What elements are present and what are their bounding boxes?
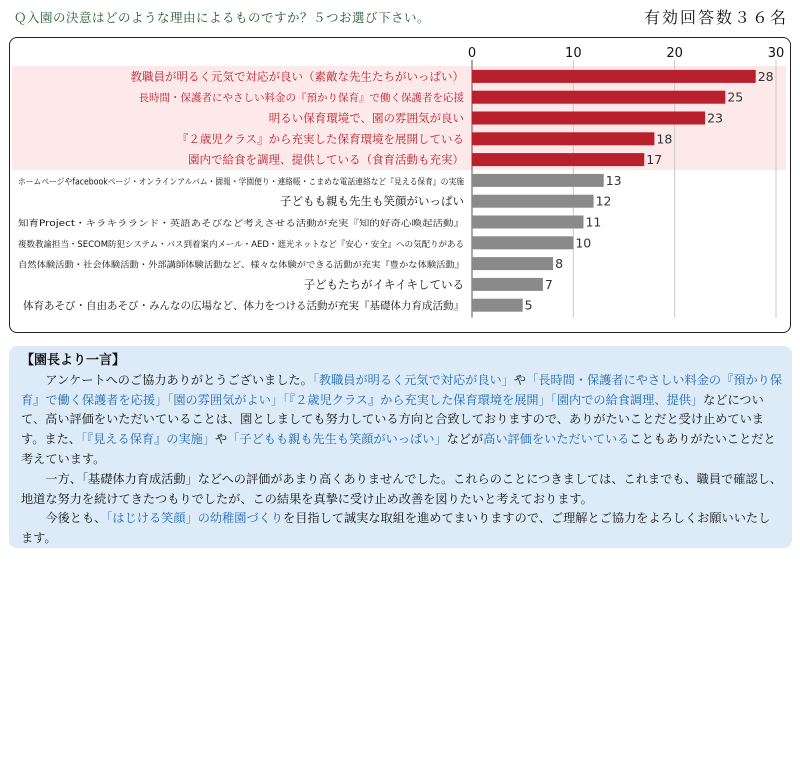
comment-text: や [513,372,527,387]
data-label: 5 [524,297,533,313]
data-label: 13 [605,172,622,188]
quoted-text: 「『見える保育』の実施」 [80,432,216,447]
bar [472,112,705,125]
comment-text: こともありがたいことだと考えています。 [21,432,776,466]
data-label: 10 [575,235,592,251]
quoted-text: 「子どもも親も先生も笑顔がいっぱい」 [227,432,447,447]
bar [472,216,583,229]
bar [472,174,604,187]
data-label: 11 [585,214,602,230]
bar [472,91,725,104]
bar [472,257,553,270]
category-label: 明るい保育環境で、園の雰囲気が良い [268,111,464,125]
data-label: 18 [656,131,673,147]
category-label: ホームページやfacebookページ・オンラインアルバム・園報・学園便り・連絡帳・こまめな電話連絡など『見える保育』の実施 [18,177,512,188]
category-label: 長時間・保護者にやさしい料金の『預かり保育』で働く保護者を応援 [138,92,464,105]
category-label: 複数教諭担当・SECOM防犯システム・バス到着案内メール・AED・遮光ネットなど『安心・安全』への気配りがある [18,239,470,250]
principal-comment [9,346,792,548]
comment-text: などについて、高い評価をいただいていることは、園としましても努力している方向と合致しておりますので、ありがたいことだと受け止めています。また、 [21,392,764,447]
data-label: 8 [555,256,564,272]
bar [472,70,756,83]
bar-chart [9,37,791,333]
x-tick-label: 10 [565,46,582,61]
bar [472,278,543,291]
bar [472,132,654,145]
comment-text: を目指して誠実な取組を進めてまいりますので、ご理解とご協力をよろしくお願いいたします。 [21,511,771,546]
category-label: 知育Project・キラキラランド・英語あそびなど考えさせる活動が充実『知的好奇心喚起活動』 [18,219,383,229]
data-label: 12 [595,193,612,209]
comment-paragraph-1 [21,371,782,470]
comment-heading: 【園長より一言】 [21,353,126,368]
comment-text: アンケートへのご協力ありがとうございました。 [45,372,313,387]
quoted-text: 「長時間・保護者にやさしい料金の『預かり保育』で働く保護者を応援」「園の雰囲気がよい」「『２歳児クラス』から充実した保育環境を展開」「園内での給食調理、提供」 [21,372,783,407]
x-tick-label: 0 [467,46,477,61]
category-label: 子どもも親も先生も笑顔がいっぱい [280,194,464,209]
quoted-text: 「はじける笑顔」の幼稚園づくり [106,511,284,526]
bar [472,236,573,249]
bar [472,195,594,208]
comment-text: や [215,432,228,447]
x-tick-label: 30 [767,46,785,61]
data-label: 17 [646,152,663,168]
category-label: 体育あそび・自由あそび・みんなの広場など、体力をつける活動が充実『基礎体力育成活動』 [23,300,464,313]
category-label: 子どもたちがイキイキしている [303,277,464,292]
category-label: 教職員が明るく元気で対応が良い（素敵な先生たちがいっぱい） [130,69,464,84]
category-label: 園内で給食を調理、提供している（食育活動も充実） [188,152,464,167]
category-label: 自然体験活動・社会体験活動・外部講師体験活動など、様々な体験ができる活動が充実『豊かな体験活動』 [18,260,431,271]
comment-text: 今後とも、 [45,511,107,526]
response-count: 有効回答数３６名 [643,8,788,27]
comment-paragraph-3 [21,509,782,549]
comment-text: などが [446,432,484,447]
data-label: 25 [727,89,744,105]
data-label: 28 [757,68,774,84]
comment-paragraph-2: 一方、「基礎体力育成活動」などへの評価があまり高くありませんでした。これらのことにつきましては、これまでも、職員で確認し、地道な努力を続けてきたつもりでしたが、この結果を真摯に受け止め改善を図りたいと考えております。 [21,471,782,506]
bar [472,299,523,312]
bar [472,153,644,166]
chart-svg [10,38,791,333]
data-label: 23 [707,110,723,126]
question-title: Ｑ入園の決意はどのような理由によるものですか？５つお選び下さい。 [14,10,431,25]
quoted-text: 「教職員が明るく元気で対応が良い」 [312,372,514,387]
category-label: 『２歳児クラス』から充実した保育環境を展開している [176,131,464,146]
x-tick-label: 20 [666,46,683,61]
data-label: 7 [544,276,553,292]
quoted-text: 高い評価をいただいている [483,432,630,447]
